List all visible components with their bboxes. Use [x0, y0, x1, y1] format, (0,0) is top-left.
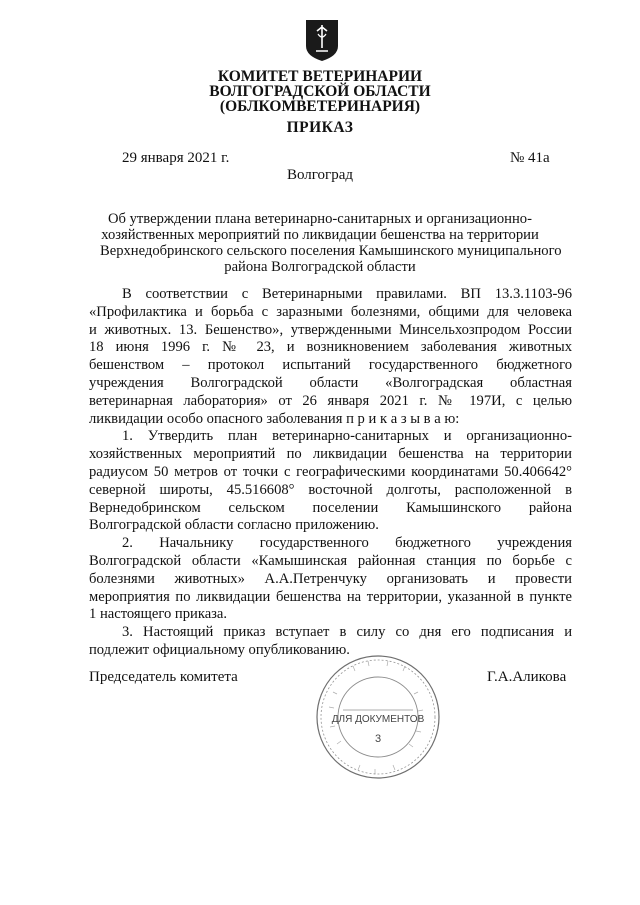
body-line: Волгоградской области согласно приложению.	[89, 517, 379, 534]
stamp-number: 3	[374, 733, 382, 745]
order-number: № 41а	[510, 150, 550, 166]
subject-line: хозяйственных мероприятий по ликвидации бешенства на территории	[101, 227, 539, 243]
body-line: ликвидации особо опасного заболевания п р и к а з ы в а ю:	[89, 410, 460, 427]
org-name-line2: ВОЛГОГРАДСКОЙ ОБЛАСТИ	[209, 83, 431, 100]
subject-line: Верхнедобринского сельского поселения Камышинского муниципального	[100, 243, 562, 259]
subject-line: Об утверждении плана ветеринарно-санитарных и организационно-	[108, 211, 532, 227]
body-line: 1 настоящего приказа.	[89, 606, 228, 623]
coat-of-arms-icon	[304, 18, 340, 62]
body-line: подлежит официальному опубликованию.	[89, 641, 350, 658]
signer-position: Председатель комитета	[89, 669, 238, 685]
order-city: Волгоград	[286, 167, 353, 183]
body-line: 18 июня 1996 г. № 23, и возникновением заболевания животных	[89, 339, 572, 356]
body-line: «Профилактика и борьба с заразными болезнями, общими для человека	[89, 303, 572, 320]
body-line: Волгоградской области «Камышинская районная станция по борьбе с	[89, 552, 572, 569]
official-stamp	[313, 652, 443, 782]
org-name-line3: (ОБЛКОМВЕТЕРИНАРИЯ)	[219, 98, 421, 115]
body-line: болезнями животных» А.А.Петренчуку организовать и провести	[89, 570, 572, 587]
order-subject	[100, 211, 562, 275]
body-line: бешенством – протокол испытаний государственного бюджетного	[89, 357, 572, 374]
body-line: Вернедобринском сельском поселении Камышинского района	[89, 499, 572, 516]
body-line: 1. Утвердить план ветеринарно-санитарных и организационно-	[122, 428, 572, 445]
signer-name: Г.А.Аликова	[487, 669, 567, 685]
body-line: радиусом 50 метров от точки с географическими координатами 50.406642°	[89, 463, 572, 480]
body-line: В соответствии с Ветеринарными правилами. ВП 13.3.1103-96	[122, 286, 572, 302]
org-name-line1: КОМИТЕТ ВЕТЕРИНАРИИ	[217, 68, 423, 85]
doc-type-title: ПРИКАЗ	[286, 119, 354, 136]
subject-line: района Волгоградской области	[224, 259, 416, 275]
order-body	[89, 286, 572, 660]
body-line: ветеринарная лаборатория» от 26 января 2021 г. № 197И, с целью	[89, 392, 572, 409]
body-line: 2. Начальнику государственного бюджетного учреждения	[122, 535, 572, 552]
body-line: северной широты, 45.516608° восточной долготы, расположенной в	[89, 481, 572, 498]
body-line: учреждения Волгоградской области «Волгоградская областная	[89, 374, 572, 391]
stamp-center-text: ДЛЯ ДОКУМЕНТОВ	[331, 714, 425, 725]
body-line: мероприятия по ликвидации бешенства на территории, указанной в пункте	[89, 588, 572, 605]
body-line: и животных. 13. Бешенство», утвержденными Минсельхозпродом России	[89, 321, 572, 338]
body-line: хозяйственных мероприятий по ликвидации бешенства на территории	[89, 446, 572, 463]
order-date: 29 января 2021 г.	[122, 150, 230, 166]
body-line: 3. Настоящий приказ вступает в силу со дня его подписания и	[122, 624, 572, 641]
